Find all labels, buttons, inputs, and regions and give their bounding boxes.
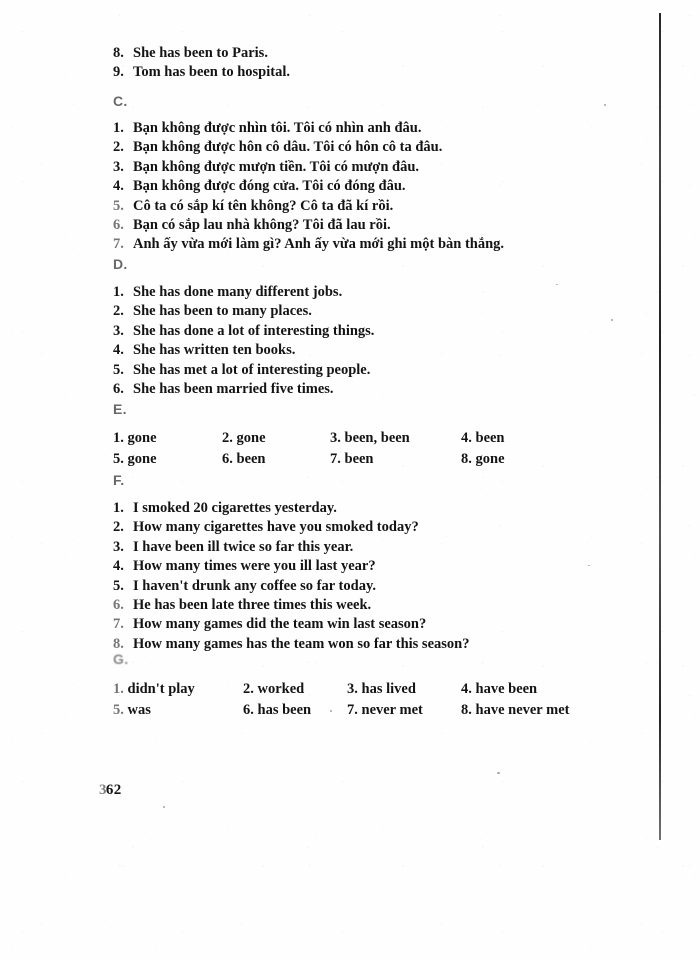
item-text: gone: [475, 451, 505, 467]
grid-cell: [243, 679, 304, 700]
section-letter-f: F.: [113, 472, 125, 488]
list-item: [0, 518, 660, 537]
item-text: She has met a lot of interesting people.: [133, 361, 371, 378]
item-number: 3.: [113, 322, 124, 339]
item-text: I smoked 20 cigarettes yesterday.: [133, 500, 337, 516]
grid-cell: [113, 679, 195, 700]
item-text: has been: [257, 702, 312, 718]
item-text: never met: [361, 702, 423, 718]
item-text: Bạn có sắp lau nhà không? Tôi đã lau rồi.: [133, 217, 391, 234]
item-number: 6.: [113, 381, 124, 398]
answer-list: [0, 283, 660, 399]
item-number: 1.: [113, 120, 124, 136]
list-item: [0, 380, 660, 399]
item-number: 2.: [222, 430, 233, 446]
item-number: 4.: [461, 681, 472, 697]
grid-cell: [243, 700, 311, 721]
scan-speck: [163, 806, 165, 808]
item-number: 3.: [330, 430, 341, 446]
item-text: Bạn không được nhìn tôi. Tôi có nhìn anh đâu.: [133, 120, 422, 136]
grid-cell: [347, 679, 416, 700]
item-text: have never met: [475, 702, 570, 718]
item-text: Anh ấy vừa mới làm gì? Anh ấy vừa mới ghi một bàn thắng.: [133, 236, 505, 253]
list-item: [0, 158, 660, 177]
item-number: 4.: [113, 558, 124, 575]
item-text: She has written ten books.: [133, 342, 296, 359]
item-text: gone: [236, 430, 266, 446]
item-number: 7.: [113, 236, 124, 253]
answer-grid-row: [0, 700, 660, 721]
item-text: Cô ta có sắp kí tên không? Cô ta đã kí rồi.: [133, 197, 394, 214]
scan-speck: [497, 772, 500, 774]
item-text: She has been to many places.: [133, 303, 312, 320]
list-item: [0, 197, 660, 216]
page-number-digits: 62: [105, 782, 122, 798]
item-text: been, been: [344, 430, 410, 446]
item-number: 2.: [243, 681, 254, 697]
item-number: 1.: [113, 500, 124, 516]
list-item: [0, 44, 660, 63]
item-text: gone: [127, 430, 157, 446]
item-number: 8.: [113, 635, 124, 652]
item-text: been: [236, 451, 266, 467]
item-number: 2.: [113, 519, 124, 536]
grid-cell: [222, 428, 266, 449]
item-text: have been: [475, 681, 538, 697]
list-item: [0, 499, 660, 518]
item-text: How many games did the team win last season?: [133, 616, 427, 633]
item-text: How many cigarettes have you smoked today?: [133, 519, 419, 536]
item-number: 2.: [113, 139, 124, 156]
list-item: [0, 216, 660, 235]
item-number: 5.: [113, 361, 124, 378]
answer-list: [0, 44, 660, 83]
section-letter-c: C.: [113, 93, 128, 109]
section-letter-g: G.: [113, 651, 129, 667]
list-item: [0, 538, 660, 557]
item-number: 6.: [222, 451, 233, 467]
item-number: 5.: [113, 451, 124, 467]
list-item: [0, 138, 660, 157]
list-item: [0, 596, 660, 615]
item-text: Bạn không được mượn tiền. Tôi có mượn đâu.: [133, 158, 420, 175]
item-text: has lived: [361, 681, 416, 697]
answer-list: [0, 119, 660, 255]
list-item: [0, 557, 660, 576]
section-b-tail: [0, 44, 660, 83]
item-text: Bạn không được đóng cửa. Tôi có đóng đâu.: [133, 178, 406, 195]
item-number: 1.: [113, 681, 124, 697]
item-number: 7.: [347, 702, 358, 718]
list-item: [0, 119, 660, 138]
list-item: [0, 361, 660, 380]
item-number: 8.: [461, 702, 472, 718]
grid-cell: [330, 449, 374, 470]
answer-list: [0, 499, 660, 654]
answer-grid-row: [0, 428, 660, 449]
section-c: [0, 92, 660, 255]
section-letter-d: D.: [113, 256, 128, 272]
item-text: How many times were you ill last year?: [133, 558, 376, 575]
section-e: [0, 400, 660, 470]
item-number: 6.: [113, 217, 124, 234]
item-number: 2.: [113, 303, 124, 320]
item-text: been: [344, 451, 374, 467]
item-number: 4.: [113, 342, 124, 359]
item-text: How many games has the team won so far this season?: [133, 635, 470, 652]
item-number: 1.: [113, 284, 124, 300]
item-number: 6.: [113, 597, 124, 614]
list-item: [0, 615, 660, 634]
list-item: [0, 341, 660, 360]
item-number: 8.: [461, 451, 472, 467]
list-item: [0, 322, 660, 341]
item-text: worked: [257, 681, 305, 697]
section-f: [0, 471, 660, 654]
item-text: She has done many different jobs.: [133, 284, 343, 300]
item-text: Bạn không được hôn cô dâu. Tôi có hôn cô ta đâu.: [133, 139, 443, 156]
item-text: was: [127, 702, 151, 718]
item-number: 4.: [461, 430, 472, 446]
grid-cell: [461, 700, 569, 721]
answer-grid-row: [0, 679, 660, 700]
list-item: [0, 577, 660, 596]
list-item: [0, 63, 660, 82]
item-text: didn't play: [127, 681, 195, 697]
section-d: [0, 255, 660, 399]
grid-cell: [330, 428, 410, 449]
grid-cell: [347, 700, 423, 721]
item-number: 3.: [113, 538, 124, 555]
item-text: She has been to Paris.: [133, 45, 268, 61]
item-text: She has been married five times.: [133, 381, 334, 398]
item-text: Tom has been to hospital.: [133, 64, 290, 81]
item-text: He has been late three times this week.: [133, 597, 372, 614]
list-item: [0, 302, 660, 321]
grid-cell: [461, 679, 537, 700]
list-item: [0, 235, 660, 254]
item-number: 5.: [113, 702, 124, 718]
item-number: 4.: [113, 178, 124, 195]
grid-cell: [461, 449, 505, 470]
item-number: 6.: [243, 702, 254, 718]
grid-cell: [113, 428, 157, 449]
page-number-clipped-digit: 3: [99, 782, 107, 798]
item-number: 8.: [113, 45, 124, 61]
list-item: [0, 177, 660, 196]
section-g: [0, 650, 660, 721]
answer-grid-row: [0, 449, 660, 470]
item-text: I have been ill twice so far this year.: [133, 538, 354, 555]
item-text: gone: [127, 451, 157, 467]
item-text: She has done a lot of interesting things.: [133, 322, 375, 339]
item-number: 5.: [113, 577, 124, 594]
grid-cell: [113, 700, 151, 721]
item-number: 7.: [330, 451, 341, 467]
grid-cell: [222, 449, 266, 470]
grid-cell: [461, 428, 505, 449]
page-number: [99, 782, 122, 799]
item-number: 3.: [347, 681, 358, 697]
item-number: 5.: [113, 197, 124, 214]
item-number: 3.: [113, 158, 124, 175]
item-number: 1.: [113, 430, 124, 446]
list-item: [0, 283, 660, 302]
grid-cell: [113, 449, 157, 470]
item-number: 7.: [113, 616, 124, 633]
item-text: I haven't drunk any coffee so far today.: [133, 577, 377, 594]
section-letter-e: E.: [113, 401, 127, 417]
item-text: been: [475, 430, 505, 446]
item-number: 9.: [113, 64, 124, 81]
